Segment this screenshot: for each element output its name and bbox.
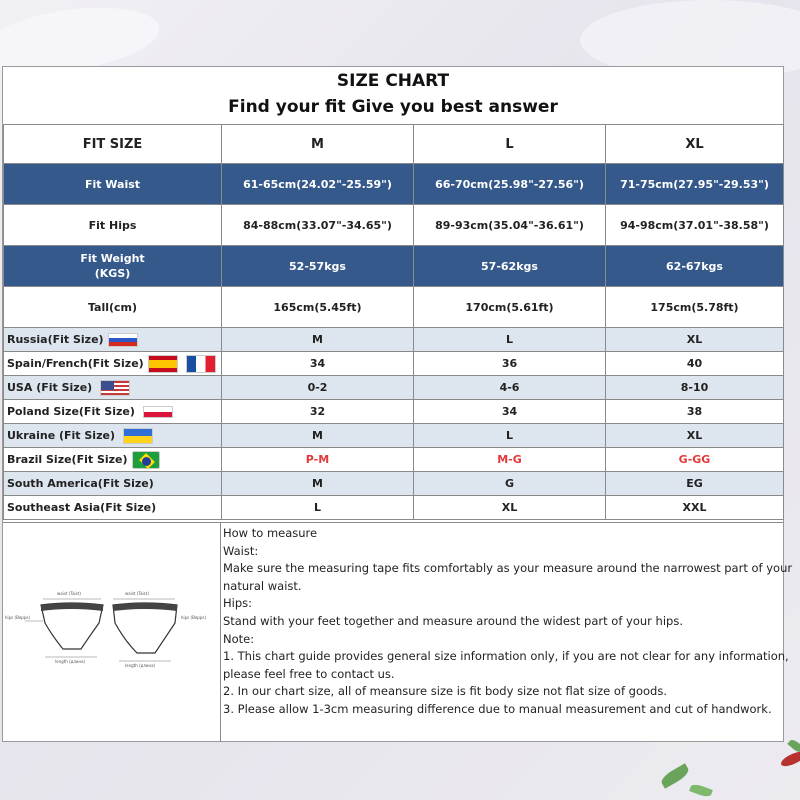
tall-row — [4, 287, 784, 328]
waist-label: waist (Taist) — [125, 591, 149, 596]
measure-line: Waist: — [223, 543, 259, 558]
table-cell: XL — [414, 496, 606, 520]
measure-heading: How to measure — [223, 526, 318, 540]
country-label: Spain/French(Fit Size) — [7, 356, 144, 370]
row-label: Fit Waist — [4, 164, 222, 205]
table-cell: L — [414, 424, 606, 448]
country-row-spain-france — [4, 352, 784, 376]
size-chart-sheet — [2, 66, 793, 742]
table-cell: 170cm(5.61ft) — [414, 287, 606, 328]
table-cell: 61-65cm(24.02"-25.59") — [222, 164, 414, 205]
chart-title: SIZE CHART — [336, 71, 450, 91]
russia-flag-icon — [108, 333, 138, 347]
poland-flag-icon — [143, 406, 173, 418]
table-cell: 89-93cm(35.04"-36.61") — [414, 205, 606, 246]
country-label-cell — [4, 400, 222, 424]
measure-line: Make sure the measuring tape fits comfortably as your measure around the narrowest part of your — [223, 561, 793, 576]
row-label-line: Fit Weight — [80, 252, 145, 265]
leaf-decoration — [689, 783, 713, 799]
size-l-header: L — [414, 125, 606, 164]
table-cell: 71-75cm(27.95"-29.53") — [606, 164, 784, 205]
table-cell: XL — [606, 424, 784, 448]
country-row-south-america — [4, 472, 784, 496]
country-label-cell — [4, 496, 222, 520]
fit-size-header: FIT SIZE — [4, 125, 222, 164]
title-block — [3, 67, 783, 123]
table-cell: 165cm(5.45ft) — [222, 287, 414, 328]
length-label: length (длина) — [125, 663, 156, 668]
table-cell: 8-10 — [606, 376, 784, 400]
measure-line: 3. Please allow 1-3cm measuring difference due to manual measurement and cut of handwork. — [223, 701, 772, 716]
table-cell: XL — [606, 328, 784, 352]
row-label-line: (KGS) — [94, 267, 131, 280]
table-cell: L — [222, 496, 414, 520]
how-to-measure-section — [3, 522, 793, 742]
country-row-southeast-asia — [4, 496, 784, 520]
measure-instructions — [223, 525, 793, 719]
country-label-cell — [4, 328, 222, 352]
size-xl-header: XL — [606, 125, 784, 164]
ukraine-flag-icon — [123, 428, 153, 444]
spain-flag-icon — [148, 355, 178, 373]
underwear-diagram-icon — [3, 523, 221, 742]
hips-label: hips (Bepps) — [5, 615, 31, 620]
measurement-diagram — [3, 523, 221, 742]
country-label: Russia(Fit Size) — [7, 332, 104, 346]
chart-subtitle: Find your fit Give you best answer — [228, 97, 558, 117]
table-cell: EG — [606, 472, 784, 496]
table-cell: XXL — [606, 496, 784, 520]
table-cell: L — [414, 328, 606, 352]
row-label: Fit Hips — [4, 205, 222, 246]
briefs-back-shape — [113, 603, 177, 653]
country-row-russia — [4, 328, 784, 352]
table-cell: 66-70cm(25.98"-27.56") — [414, 164, 606, 205]
table-cell: M-G — [414, 448, 606, 472]
country-row-usa — [4, 376, 784, 400]
france-flag-icon — [186, 355, 216, 373]
table-cell: M — [222, 424, 414, 448]
row-label — [4, 246, 222, 287]
measure-line: Hips: — [223, 596, 253, 611]
measure-line: Stand with your feet together and measure around the widest part of your hips. — [223, 613, 683, 628]
country-label-cell — [4, 352, 222, 376]
table-cell: G-GG — [606, 448, 784, 472]
measure-line: please feel free to contact us. — [223, 666, 395, 681]
measure-line: natural waist. — [223, 578, 302, 593]
table-cell: 36 — [414, 352, 606, 376]
brazil-flag-icon — [132, 451, 160, 469]
waist-label: waist (Taist) — [57, 591, 81, 596]
table-cell: P-M — [222, 448, 414, 472]
table-cell: 94-98cm(37.01"-38.58") — [606, 205, 784, 246]
table-header-row — [4, 125, 784, 164]
country-label: Poland Size(Fit Size) — [7, 405, 135, 418]
country-row-brazil — [4, 448, 784, 472]
measure-line: 2. In our chart size, all of meansure size is fit body size not flat size of goods. — [223, 684, 667, 699]
country-label-cell — [4, 376, 222, 400]
table-cell: 0-2 — [222, 376, 414, 400]
fit-hips-row — [4, 205, 784, 246]
size-m-header: M — [222, 125, 414, 164]
table-cell: 40 — [606, 352, 784, 376]
fit-weight-row — [4, 246, 784, 287]
table-cell: M — [222, 328, 414, 352]
table-cell: 34 — [414, 400, 606, 424]
leaf-decoration — [659, 763, 691, 788]
measure-line: 1. This chart guide provides general size information only, if you are not clear for any information, — [223, 649, 789, 664]
country-label: USA (Fit Size) — [7, 380, 93, 394]
country-label-cell — [4, 472, 222, 496]
table-cell: 62-67kgs — [606, 246, 784, 287]
table-cell: G — [414, 472, 606, 496]
table-cell: 38 — [606, 400, 784, 424]
country-row-ukraine — [4, 424, 784, 448]
usa-flag-icon — [100, 380, 130, 396]
table-cell: 34 — [222, 352, 414, 376]
row-label: Tall(cm) — [4, 287, 222, 328]
country-label: Brazil Size(Fit Size) — [7, 452, 128, 466]
country-row-poland — [4, 400, 784, 424]
country-label: Southeast Asia(Fit Size) — [7, 501, 157, 514]
country-label: South America(Fit Size) — [7, 477, 154, 490]
table-cell: 52-57kgs — [222, 246, 414, 287]
petal-decoration — [779, 749, 800, 769]
country-label-cell — [4, 448, 222, 472]
table-cell: 32 — [222, 400, 414, 424]
measure-line: Note: — [223, 631, 255, 646]
length-label: length (длина) — [55, 659, 86, 664]
fit-waist-row — [4, 164, 784, 205]
size-table — [3, 124, 784, 520]
table-cell: M — [222, 472, 414, 496]
table-cell: 4-6 — [414, 376, 606, 400]
table-cell: 175cm(5.78ft) — [606, 287, 784, 328]
table-cell: 84-88cm(33.07"-34.65") — [222, 205, 414, 246]
hips-label: hips (Bepps) — [181, 615, 207, 620]
country-label: Ukraine (Fit Size) — [7, 428, 115, 442]
table-cell: 57-62kgs — [414, 246, 606, 287]
country-label-cell — [4, 424, 222, 448]
